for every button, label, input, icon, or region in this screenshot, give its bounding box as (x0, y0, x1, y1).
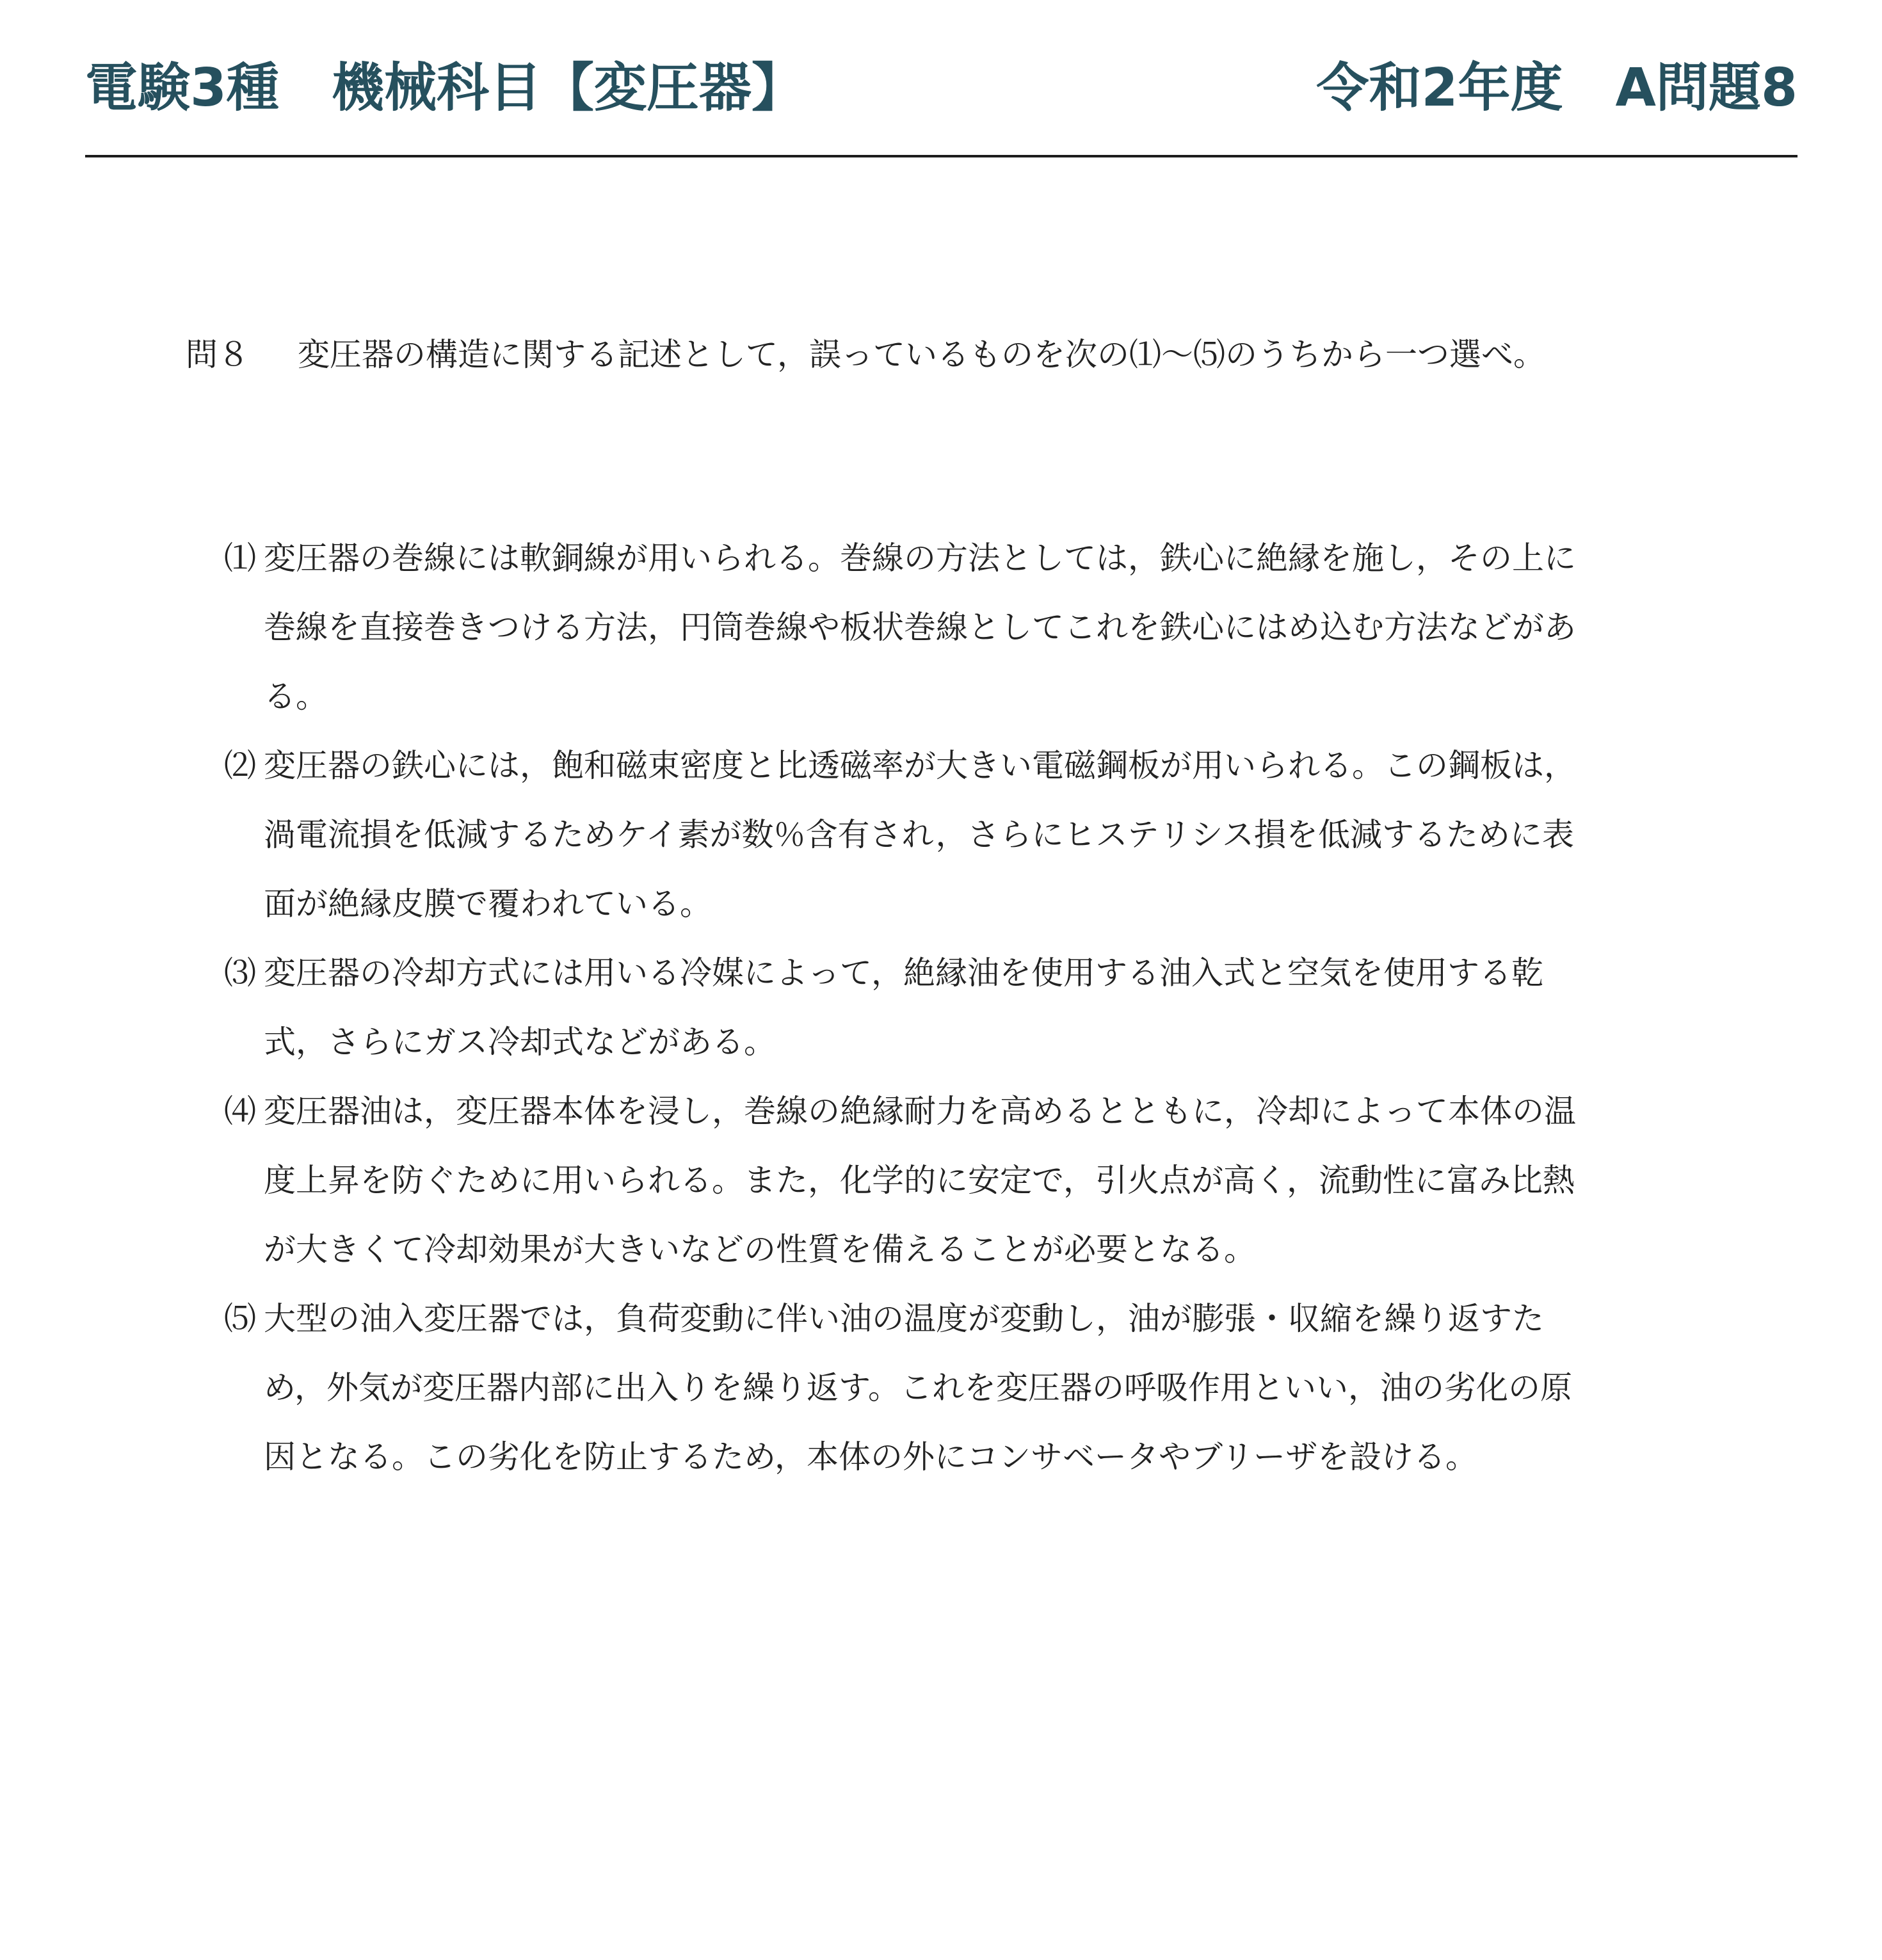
question-block (186, 320, 1581, 389)
choice-item-3 (224, 938, 1581, 1077)
choice-text: 変圧器の鉄心には，飽和磁束密度と比透磁率が大きい電磁鋼板が用いられる。この鋼板は，渦電流損を低減するためケイ素が数％含有され，さらにヒステリシス損を低減するために表面が絶縁皮膜で覆われている。 (264, 747, 1576, 922)
choice-text: 変圧器の巻線には軟銅線が用いられる。巻線の方法としては，鉄心に絶縁を施し，その上に巻線を直接巻きつける方法，円筒巻線や板状巻線としてこれを鉄心にはめ込む方法などがある。 (264, 540, 1576, 715)
choice-text: 変圧器の冷却方式には用いる冷媒によって，絶縁油を使用する油入式と空気を使用する乾式，さらにガス冷却式などがある。 (264, 954, 1543, 1061)
choice-item-4 (224, 1077, 1581, 1284)
choice-text: 大型の油入変圧器では，負荷変動に伴い油の温度が変動し，油が膨張・収縮を繰り返すため，外気が変圧器内部に出入りを繰り返す。これを変圧器の呼吸作用といい，油の劣化の原因となる。この劣化を防止するため，本体の外にコンサベータやブリーザを設ける。 (264, 1300, 1572, 1475)
choice-number: ⑷ (224, 1093, 256, 1130)
choice-number: ⑴ (224, 540, 256, 577)
choice-number: ⑵ (224, 747, 256, 784)
choice-item-5 (224, 1284, 1581, 1491)
page-title: 電験3種 機械科目【変圧器】 (85, 58, 805, 118)
page-header (85, 56, 1798, 120)
choice-text: 変圧器油は，変圧器本体を浸し，巻線の絶縁耐力を高めるとともに，冷却によって本体の温度上昇を防ぐために用いられる。また，化学的に安定で，引火点が高く，流動性に富み比熱が大きくて冷却効果が大きいなどの性質を備えることが必要となる。 (264, 1093, 1576, 1268)
exam-year-problem: 令和2年度 A問題8 (1316, 58, 1798, 118)
choice-number: ⑶ (224, 954, 256, 992)
question-number: 問８ (186, 336, 250, 373)
choice-number: ⑸ (224, 1300, 256, 1337)
question-text: 変圧器の構造に関する記述として，誤っているものを次の⑴～⑸のうちから一つ選べ。 (298, 336, 1545, 373)
choices-list (224, 524, 1581, 1491)
choice-item-2 (224, 731, 1581, 938)
choice-item-1 (224, 524, 1581, 731)
header-divider (85, 155, 1798, 157)
